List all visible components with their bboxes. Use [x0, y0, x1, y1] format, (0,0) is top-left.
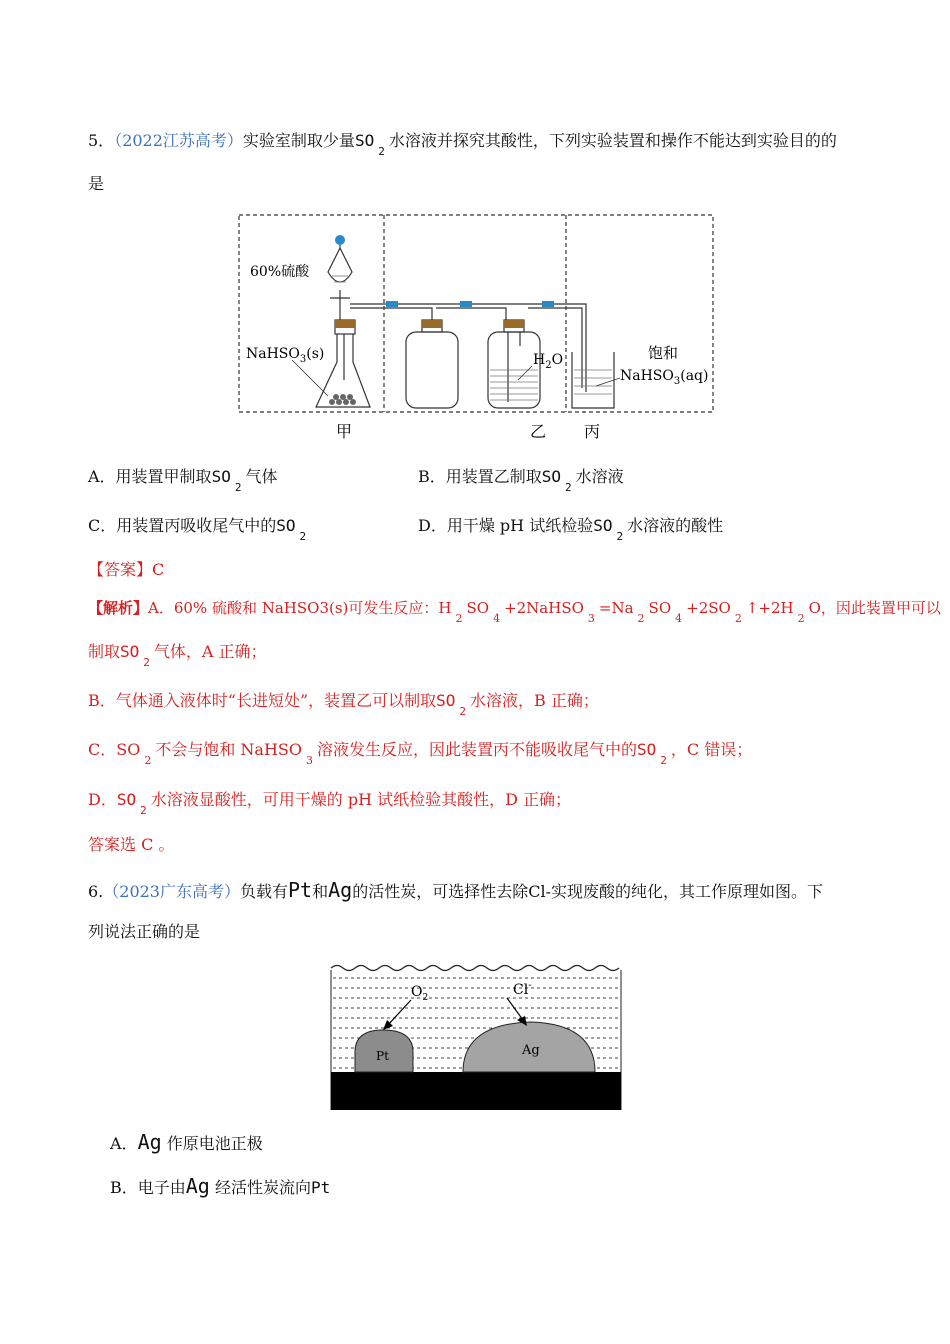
subscript: 3 — [306, 754, 313, 767]
so2-formula: SO — [541, 467, 562, 486]
o2-label: O — [411, 984, 423, 1000]
solid-label-sub: 3 — [299, 354, 307, 365]
q6-stem-text: 和 — [312, 882, 329, 901]
subscript: 2 — [455, 612, 463, 625]
label-yi: 乙 — [530, 422, 547, 441]
subscript: 2 — [143, 656, 150, 669]
q5-explanation-6: 答案选 C 。 — [88, 835, 175, 854]
exp-text: B．气体通入液体时“长进短处”，装置乙可以制取 — [88, 691, 437, 710]
so2-formula: SO — [116, 790, 137, 809]
solid-label: NaHSO — [246, 346, 300, 362]
ag-symbol: Ag — [137, 1130, 162, 1154]
q6-stem-line1 — [88, 880, 823, 902]
sat-label: 饱和 — [648, 344, 679, 362]
so2-formula: SO — [276, 516, 296, 535]
q5-explanation-1 — [88, 598, 941, 625]
so2-formula: SO — [593, 516, 613, 535]
so2-formula: SO — [436, 691, 456, 710]
water-label: H — [533, 352, 546, 368]
option-text: A． — [110, 1134, 138, 1153]
so2-formula: SO — [354, 131, 375, 150]
exp-text: SO — [648, 599, 672, 617]
q6-option-b[interactable] — [110, 1176, 330, 1198]
aq-label-tail: (aq) — [680, 368, 709, 384]
solid-label-tail: (s) — [306, 346, 325, 362]
exp-text: =Na — [598, 599, 634, 617]
cl-label: Cl — [513, 982, 529, 998]
ag-symbol: Ag — [328, 878, 353, 902]
q5-stem-line2: 是 — [88, 174, 105, 193]
subscript: 2 — [378, 145, 385, 158]
q6-stem-text: 负载有 — [240, 882, 289, 901]
acid-label: 60%硫酸 — [250, 264, 310, 280]
option-text: 气体 — [245, 467, 278, 486]
pt-symbol: Pt — [310, 1178, 331, 1197]
subscript: 4 — [493, 612, 501, 625]
water-label-tail: O — [551, 352, 564, 368]
exp-text: 气体，A 正确； — [153, 642, 267, 661]
svg-text:H2O — [533, 352, 563, 371]
svg-text:NaHSO3(aq) — [620, 368, 708, 387]
q5-number: 5． — [88, 131, 115, 150]
subscript: 2 — [734, 612, 742, 625]
option-text: 水溶液的酸性 — [627, 516, 724, 535]
option-text: A．用装置甲制取 — [88, 467, 212, 486]
subscript: 2 — [565, 481, 572, 494]
svg-text:60%硫酸 — [250, 264, 310, 280]
aq-label-sub: 3 — [673, 376, 681, 387]
subscript: 2 — [140, 804, 147, 817]
q5-option-c[interactable] — [88, 516, 310, 543]
q5-option-d[interactable] — [418, 516, 724, 543]
exp-text: ↑+2H — [745, 599, 794, 617]
option-text: 经活性炭流向 — [214, 1178, 311, 1197]
option-text: B．电子由 — [110, 1178, 186, 1197]
option-text: B．用装置乙制取 — [418, 467, 542, 486]
svg-text:O2 — [411, 984, 428, 1003]
ag-symbol: Ag — [185, 1174, 210, 1198]
q5-explanation-5 — [88, 790, 572, 817]
exp-text: 溶液发生反应，因此装置丙不能吸收尾气中的 — [317, 740, 638, 759]
subscript: 2 — [144, 754, 152, 767]
q5-stem-line1 — [88, 131, 837, 158]
q5-stem-text: 实验室制取少量 — [242, 131, 355, 150]
subscript: 2 — [797, 612, 805, 625]
subscript: 2 — [234, 481, 242, 494]
exp-text: 水溶液，B 正确； — [470, 691, 599, 710]
exp-text: SO — [466, 599, 490, 617]
so2-formula: SO — [637, 740, 657, 759]
q6-option-a[interactable] — [110, 1132, 263, 1154]
so2-formula: SO — [120, 642, 140, 661]
subscript: 2 — [637, 612, 645, 625]
option-text: 水溶液 — [575, 467, 624, 486]
exp-text: O，因此装置甲可以 — [808, 599, 941, 617]
q5-answer: 【答案】C — [88, 560, 165, 579]
subscript: 2 — [660, 754, 667, 767]
o2-label-sub: 2 — [422, 993, 429, 1003]
so2-formula: SO — [211, 467, 231, 486]
q5-option-a[interactable] — [88, 467, 278, 494]
cl-label-sup: - — [528, 980, 532, 991]
pt-electrode-label: Pt — [376, 1049, 389, 1063]
option-text: D．用干燥 pH 试纸检验 — [418, 516, 594, 535]
explanation-tag: 【解析】 — [88, 599, 149, 617]
subscript: 3 — [587, 612, 595, 625]
q5-explanation-3 — [88, 691, 599, 718]
exp-text: 制取 — [88, 642, 121, 661]
exp-text: A．60% 硫酸和 NaHSO3(s)可发生反应：H — [148, 599, 452, 617]
option-text: 作原电池正极 — [166, 1134, 263, 1153]
q5-explanation-2 — [88, 642, 267, 669]
exp-text: 水溶液显酸性，可用干燥的 pH 试纸检验其酸性，D 正确； — [150, 790, 572, 809]
exp-text: C．SO — [88, 740, 141, 759]
exp-text: +2SO — [686, 599, 731, 617]
electrode-figure — [329, 962, 623, 1112]
svg-text:Cl- — [513, 980, 532, 998]
subscript: 2 — [616, 530, 624, 543]
q6-number: 6. — [88, 882, 104, 901]
q5-stem-text: 水溶液并探究其酸性，下列实验装置和操作不能达到实验目的的 — [388, 131, 837, 150]
apparatus-figure — [236, 212, 716, 444]
label-bing: 丙 — [584, 422, 601, 441]
subscript: 2 — [299, 530, 307, 543]
subscript: 4 — [675, 612, 683, 625]
exp-text: ，C 错误； — [670, 740, 753, 759]
svg-text:NaHSO3(s) — [246, 346, 324, 365]
ag-electrode-label: Ag — [522, 1043, 540, 1058]
exp-text: +2NaHSO — [504, 599, 584, 617]
q6-source: （2023广东高考） — [103, 882, 240, 901]
q6-stem-line2: 列说法正确的是 — [88, 922, 201, 941]
exp-text: 不会与饱和 NaHSO — [155, 740, 302, 759]
label-jia: 甲 — [336, 422, 353, 441]
q5-option-b[interactable] — [418, 467, 624, 494]
water-label-sub: 2 — [545, 360, 552, 371]
subscript: 2 — [459, 705, 467, 718]
q6-stem-text: 的活性炭，可选择性去除Cl-实现废酸的纯化，其工作原理如图。下 — [352, 882, 823, 901]
q5-source: （2022江苏高考） — [114, 131, 243, 150]
exp-text: D． — [88, 790, 117, 809]
option-text: C．用装置丙吸收尾气中的 — [88, 516, 277, 535]
q5-explanation-4 — [88, 740, 753, 767]
aq-label: NaHSO — [620, 368, 674, 384]
pt-symbol: Pt — [288, 878, 313, 902]
